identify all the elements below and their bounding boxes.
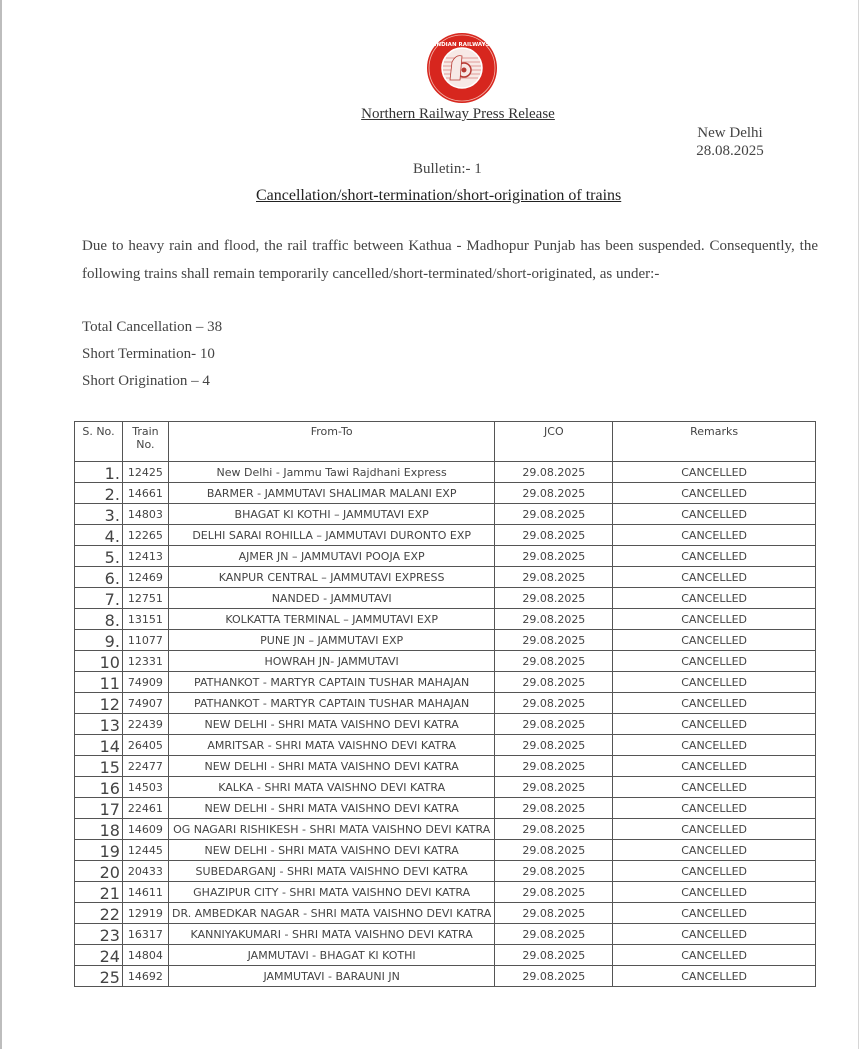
cell-remarks: CANCELLED: [613, 630, 816, 651]
table-row: [75, 651, 816, 672]
cell-train-no: 22461: [122, 798, 168, 819]
cell-jco: 29.08.2025: [495, 609, 613, 630]
cell-sno: 15: [75, 756, 123, 777]
table-row: [75, 840, 816, 861]
cell-sno: 8.: [75, 609, 123, 630]
page-edge: [0, 0, 2, 1049]
table-row: [75, 546, 816, 567]
cell-from-to: HOWRAH JN- JAMMUTAVI: [168, 651, 494, 672]
cell-train-no: 12331: [122, 651, 168, 672]
cell-sno: 16: [75, 777, 123, 798]
table-row: [75, 567, 816, 588]
cell-train-no: 14804: [122, 945, 168, 966]
cell-jco: 29.08.2025: [495, 819, 613, 840]
cell-from-to: BARMER - JAMMUTAVI SHALIMAR MALANI EXP: [168, 483, 494, 504]
cell-remarks: CANCELLED: [613, 546, 816, 567]
cell-jco: 29.08.2025: [495, 630, 613, 651]
cell-sno: 12: [75, 693, 123, 714]
cell-from-to: SUBEDARGANJ - SHRI MATA VAISHNO DEVI KATRA: [168, 861, 494, 882]
cell-remarks: CANCELLED: [613, 861, 816, 882]
cell-jco: 29.08.2025: [495, 693, 613, 714]
place-date-block: [680, 124, 780, 160]
cell-train-no: 22439: [122, 714, 168, 735]
cell-sno: 4.: [75, 525, 123, 546]
cell-remarks: CANCELLED: [613, 714, 816, 735]
short-origination: Short Origination – 4: [82, 373, 210, 389]
cell-train-no: 20433: [122, 861, 168, 882]
cell-remarks: CANCELLED: [613, 609, 816, 630]
cell-jco: 29.08.2025: [495, 567, 613, 588]
cell-sno: 18: [75, 819, 123, 840]
table-row: [75, 945, 816, 966]
cell-sno: 25: [75, 966, 123, 987]
release-date: 28.08.2025: [696, 143, 764, 159]
table-row: [75, 504, 816, 525]
cell-from-to: JAMMUTAVI - BHAGAT KI KOTHI: [168, 945, 494, 966]
cell-jco: 29.08.2025: [495, 546, 613, 567]
cell-from-to: NEW DELHI - SHRI MATA VAISHNO DEVI KATRA: [168, 714, 494, 735]
table-row: [75, 609, 816, 630]
cell-train-no: 12425: [122, 462, 168, 483]
table-row: [75, 882, 816, 903]
cell-from-to: KANPUR CENTRAL – JAMMUTAVI EXPRESS: [168, 567, 494, 588]
cell-train-no: 14803: [122, 504, 168, 525]
cell-sno: 22: [75, 903, 123, 924]
cell-sno: 5.: [75, 546, 123, 567]
cell-jco: 29.08.2025: [495, 588, 613, 609]
cell-sno: 9.: [75, 630, 123, 651]
cell-remarks: CANCELLED: [613, 840, 816, 861]
cell-from-to: AJMER JN – JAMMUTAVI POOJA EXP: [168, 546, 494, 567]
cell-from-to: DR. AMBEDKAR NAGAR - SHRI MATA VAISHNO DEVI KATRA: [168, 903, 494, 924]
cell-train-no: 12919: [122, 903, 168, 924]
cell-train-no: 14503: [122, 777, 168, 798]
cell-remarks: CANCELLED: [613, 483, 816, 504]
cell-remarks: CANCELLED: [613, 777, 816, 798]
cell-jco: 29.08.2025: [495, 903, 613, 924]
header-remarks: Remarks: [613, 422, 816, 462]
table-row: [75, 798, 816, 819]
cell-sno: 10: [75, 651, 123, 672]
cell-remarks: CANCELLED: [613, 924, 816, 945]
cell-remarks: CANCELLED: [613, 525, 816, 546]
subject-heading: Cancellation/short-termination/short-origination of trains: [256, 187, 622, 204]
cell-remarks: CANCELLED: [613, 945, 816, 966]
header-train-no: Train No.: [122, 422, 168, 462]
table-row: [75, 735, 816, 756]
cell-remarks: CANCELLED: [613, 882, 816, 903]
cell-sno: 2.: [75, 483, 123, 504]
table-row: [75, 693, 816, 714]
cell-from-to: NEW DELHI - SHRI MATA VAISHNO DEVI KATRA: [168, 756, 494, 777]
cell-sno: 1.: [75, 462, 123, 483]
cell-train-no: 74907: [122, 693, 168, 714]
table-row: [75, 924, 816, 945]
cell-train-no: 14692: [122, 966, 168, 987]
cell-jco: 29.08.2025: [495, 798, 613, 819]
cell-jco: 29.08.2025: [495, 483, 613, 504]
table-row: [75, 819, 816, 840]
cell-from-to: AMRITSAR - SHRI MATA VAISHNO DEVI KATRA: [168, 735, 494, 756]
header-jco: JCO: [495, 422, 613, 462]
table-row: [75, 525, 816, 546]
cell-jco: 29.08.2025: [495, 861, 613, 882]
cell-jco: 29.08.2025: [495, 777, 613, 798]
cell-remarks: CANCELLED: [613, 462, 816, 483]
press-release-title: Northern Railway Press Release: [361, 106, 555, 122]
cell-train-no: 14609: [122, 819, 168, 840]
cell-remarks: CANCELLED: [613, 819, 816, 840]
cell-remarks: CANCELLED: [613, 756, 816, 777]
cell-train-no: 14661: [122, 483, 168, 504]
cell-sno: 24: [75, 945, 123, 966]
cell-sno: 7.: [75, 588, 123, 609]
cell-train-no: 74909: [122, 672, 168, 693]
cell-jco: 29.08.2025: [495, 756, 613, 777]
cell-from-to: KANNIYAKUMARI - SHRI MATA VAISHNO DEVI KATRA: [168, 924, 494, 945]
trains-table: [74, 421, 816, 987]
table-row: [75, 462, 816, 483]
cell-jco: 29.08.2025: [495, 945, 613, 966]
table-row: [75, 861, 816, 882]
cell-jco: 29.08.2025: [495, 966, 613, 987]
summary-block: [82, 314, 222, 395]
cell-sno: 3.: [75, 504, 123, 525]
short-termination: Short Termination- 10: [82, 346, 215, 362]
cell-train-no: 26405: [122, 735, 168, 756]
cell-remarks: CANCELLED: [613, 966, 816, 987]
cell-from-to: OG NAGARI RISHIKESH - SHRI MATA VAISHNO DEVI KATRA: [168, 819, 494, 840]
cell-remarks: CANCELLED: [613, 651, 816, 672]
table-row: [75, 756, 816, 777]
cell-jco: 29.08.2025: [495, 882, 613, 903]
table-row: [75, 672, 816, 693]
header-sno: S. No.: [75, 422, 123, 462]
table-row: [75, 630, 816, 651]
cell-from-to: KOLKATTA TERMINAL – JAMMUTAVI EXP: [168, 609, 494, 630]
cell-jco: 29.08.2025: [495, 714, 613, 735]
cell-remarks: CANCELLED: [613, 693, 816, 714]
cell-remarks: CANCELLED: [613, 798, 816, 819]
cell-remarks: CANCELLED: [613, 567, 816, 588]
cell-sno: 19: [75, 840, 123, 861]
cell-train-no: 12469: [122, 567, 168, 588]
cell-train-no: 12265: [122, 525, 168, 546]
cell-sno: 14: [75, 735, 123, 756]
cell-train-no: 12413: [122, 546, 168, 567]
cell-sno: 23: [75, 924, 123, 945]
cell-remarks: CANCELLED: [613, 504, 816, 525]
cell-sno: 21: [75, 882, 123, 903]
intro-paragraph: Due to heavy rain and flood, the rail traffic between Kathua - Madhopur Punjab has been suspended. Consequently, the following trains shall remain temporarily cancelled/short-terminated/short-originated, as under:-: [82, 238, 818, 282]
cell-train-no: 16317: [122, 924, 168, 945]
cell-remarks: CANCELLED: [613, 735, 816, 756]
cell-jco: 29.08.2025: [495, 924, 613, 945]
table-row: [75, 903, 816, 924]
cell-remarks: CANCELLED: [613, 588, 816, 609]
cell-from-to: PATHANKOT - MARTYR CAPTAIN TUSHAR MAHAJAN: [168, 672, 494, 693]
cell-jco: 29.08.2025: [495, 651, 613, 672]
header-from-to: From-To: [168, 422, 494, 462]
table-header-row: [75, 422, 816, 462]
cell-train-no: 11077: [122, 630, 168, 651]
cell-train-no: 22477: [122, 756, 168, 777]
table-row: [75, 777, 816, 798]
place: New Delhi: [697, 125, 763, 141]
cell-jco: 29.08.2025: [495, 462, 613, 483]
cell-from-to: GHAZIPUR CITY - SHRI MATA VAISHNO DEVI KATRA: [168, 882, 494, 903]
table-row: [75, 714, 816, 735]
indian-railways-emblem-icon: [426, 32, 498, 104]
cell-from-to: PUNE JN – JAMMUTAVI EXP: [168, 630, 494, 651]
cell-from-to: NEW DELHI - SHRI MATA VAISHNO DEVI KATRA: [168, 798, 494, 819]
cell-from-to: JAMMUTAVI - BARAUNI JN: [168, 966, 494, 987]
table-row: [75, 483, 816, 504]
cell-from-to: New Delhi - Jammu Tawi Rajdhani Express: [168, 462, 494, 483]
cell-remarks: CANCELLED: [613, 672, 816, 693]
table-row: [75, 966, 816, 987]
cell-from-to: NANDED - JAMMUTAVI: [168, 588, 494, 609]
cell-sno: 13: [75, 714, 123, 735]
cell-jco: 29.08.2025: [495, 504, 613, 525]
cell-train-no: 12445: [122, 840, 168, 861]
cell-sno: 11: [75, 672, 123, 693]
cell-train-no: 12751: [122, 588, 168, 609]
cell-sno: 6.: [75, 567, 123, 588]
cell-jco: 29.08.2025: [495, 840, 613, 861]
bulletin-number: Bulletin:- 1: [413, 161, 482, 177]
cell-from-to: PATHANKOT - MARTYR CAPTAIN TUSHAR MAHAJAN: [168, 693, 494, 714]
cell-from-to: NEW DELHI - SHRI MATA VAISHNO DEVI KATRA: [168, 840, 494, 861]
cell-jco: 29.08.2025: [495, 525, 613, 546]
total-cancellation: Total Cancellation – 38: [82, 319, 223, 335]
cell-from-to: BHAGAT KI KOTHI – JAMMUTAVI EXP: [168, 504, 494, 525]
cell-train-no: 13151: [122, 609, 168, 630]
page-edge: [858, 0, 859, 1049]
cell-from-to: KALKA - SHRI MATA VAISHNO DEVI KATRA: [168, 777, 494, 798]
cell-remarks: CANCELLED: [613, 903, 816, 924]
svg-text:INDIAN RAILWAYS: INDIAN RAILWAYS: [434, 42, 490, 48]
cell-jco: 29.08.2025: [495, 735, 613, 756]
cell-train-no: 14611: [122, 882, 168, 903]
cell-from-to: DELHI SARAI ROHILLA – JAMMUTAVI DURONTO EXP: [168, 525, 494, 546]
cell-sno: 17: [75, 798, 123, 819]
cell-jco: 29.08.2025: [495, 672, 613, 693]
table-row: [75, 588, 816, 609]
cell-sno: 20: [75, 861, 123, 882]
